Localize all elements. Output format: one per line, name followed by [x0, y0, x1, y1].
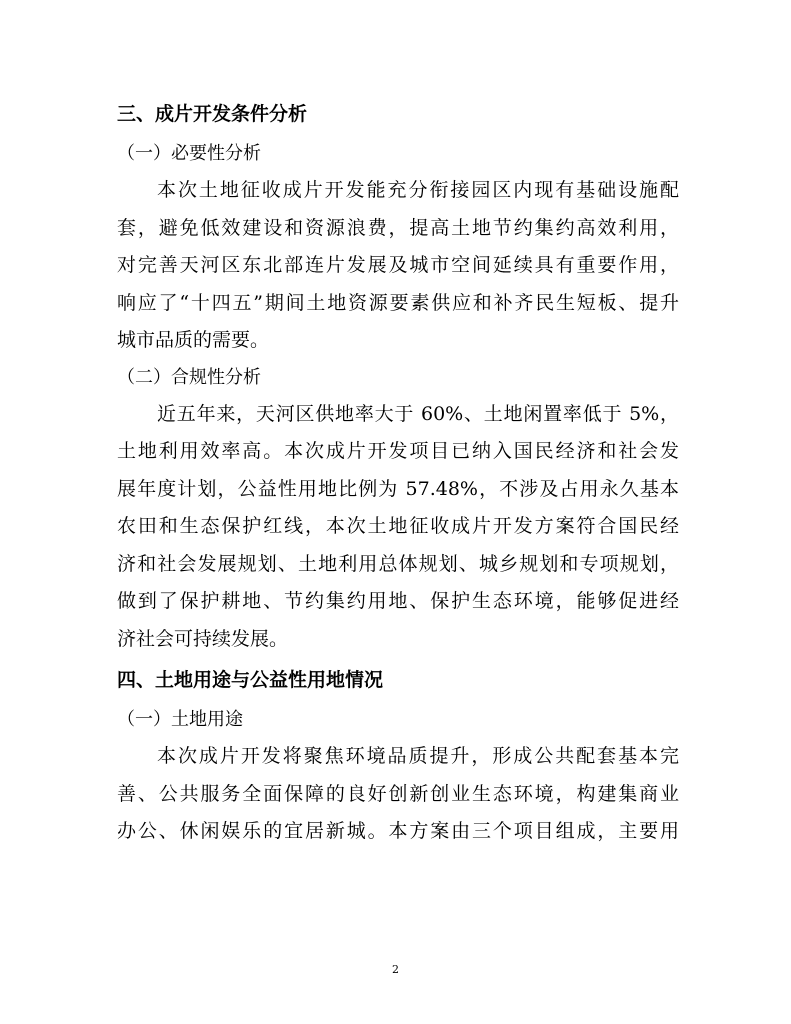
section-heading-4: 四、土地用途与公益性用地情况 [117, 669, 384, 691]
paragraph-line: 套，避免低效建设和资源浪费，提高土地节约集约高效利用， [117, 216, 679, 239]
paragraph-line: 本次成片开发将聚焦环境品质提升，形成公共配套基本完 [157, 745, 679, 767]
page-number: 2 [392, 963, 399, 976]
paragraph-line: 做到了保护耕地、节约集约用地、保护生态环境，能够促进经 [117, 590, 679, 612]
paragraph-line: 对完善天河区东北部连片发展及城市空间延续具有重要作用， [117, 254, 679, 276]
paragraph-compliance [117, 396, 679, 659]
paragraph-line: 办公、休闲娱乐的宜居新城。本方案由三个项目组成，主要用 [117, 820, 679, 842]
subsection-heading-land-use: （一）土地用途 [117, 709, 243, 730]
paragraph-line: 展年度计划，公益性用地比例为 57.48%，不涉及占用永久基本 [117, 477, 679, 500]
paragraph-line: 农田和生态保护红线，本次土地征收成片开发方案符合国民经 [117, 515, 679, 537]
paragraph-land-use [117, 738, 679, 851]
subsection-heading-compliance: （二）合规性分析 [117, 366, 261, 388]
paragraph-line: 土地利用效率高。本次成片开发项目已纳入国民经济和社会发 [117, 440, 679, 462]
paragraph-line: 近五年来，天河区供地率大于 60%、土地闲置率低于 5%， [157, 402, 679, 425]
paragraph-line: 济社会可持续发展。 [117, 627, 289, 650]
section-heading-3: 三、成片开发条件分析 [117, 103, 308, 125]
paragraph-line: 善、公共服务全面保障的良好创新创业生态环境，构建集商业 [117, 782, 679, 805]
page-body [117, 92, 679, 851]
paragraph-line: 本次土地征收成片开发能充分衔接园区内现有基础设施配 [157, 179, 679, 201]
subsection-heading-necessity: （一）必要性分析 [117, 143, 261, 164]
paragraph-line: 城市品质的需要。 [117, 329, 270, 351]
paragraph-line: 济和社会发展规划、土地利用总体规划、城乡规划和专项规划， [117, 552, 679, 575]
paragraph-necessity [117, 172, 679, 360]
paragraph-line: 响应了“十四五”期间土地资源要素供应和补齐民生短板、提升 [117, 291, 679, 314]
